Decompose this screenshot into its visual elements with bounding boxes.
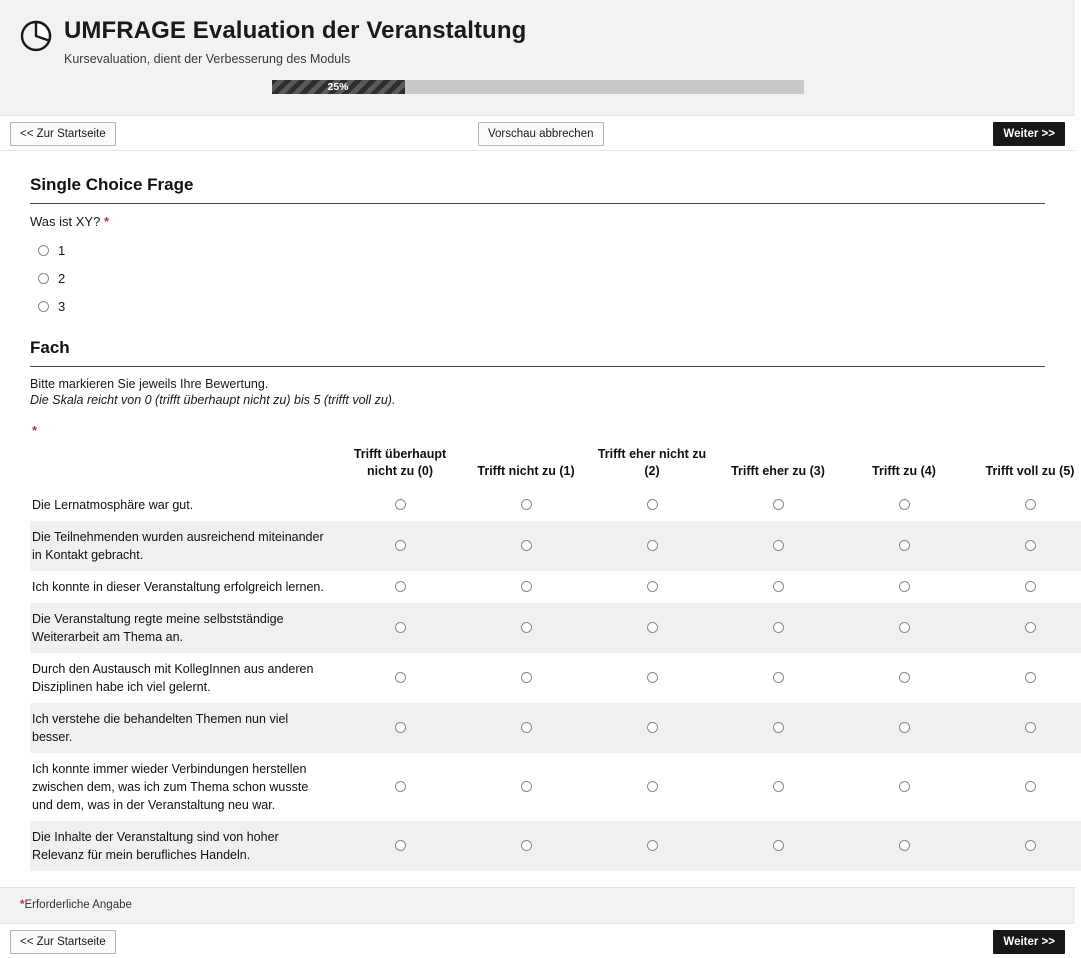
radio-icon[interactable] — [773, 840, 784, 851]
rating-matrix — [30, 446, 1081, 871]
next-button[interactable]: Weiter >> — [993, 122, 1065, 146]
radio-icon[interactable] — [395, 540, 406, 551]
question-label: Was ist XY? — [30, 214, 101, 229]
radio-icon[interactable] — [899, 781, 910, 792]
progress-bar — [272, 80, 804, 94]
option-label: 1 — [58, 243, 66, 258]
matrix-cell[interactable] — [589, 489, 715, 521]
matrix-cell[interactable] — [589, 753, 715, 821]
radio-icon[interactable] — [773, 581, 784, 592]
radio-icon[interactable] — [773, 781, 784, 792]
section-title-single-choice: Single Choice Frage — [30, 175, 194, 194]
option-label: 2 — [58, 271, 66, 286]
matrix-cell[interactable] — [463, 703, 589, 753]
radio-icon[interactable] — [521, 622, 532, 633]
back-to-start-button[interactable]: << Zur Startseite — [10, 122, 116, 146]
matrix-cell[interactable] — [715, 703, 841, 753]
radio-icon[interactable] — [395, 581, 406, 592]
table-row — [30, 603, 1081, 653]
radio-icon[interactable] — [899, 722, 910, 733]
radio-icon[interactable] — [1025, 581, 1036, 592]
spacer — [30, 871, 1045, 887]
matrix-cell[interactable] — [589, 703, 715, 753]
matrix-required-marker: * — [32, 423, 38, 438]
matrix-cell[interactable] — [841, 521, 967, 571]
cancel-preview-button[interactable]: Vorschau abbrechen — [478, 122, 604, 146]
matrix-cell[interactable] — [337, 521, 463, 571]
matrix-cell[interactable] — [841, 489, 967, 521]
matrix-cell[interactable] — [337, 603, 463, 653]
matrix-cell[interactable] — [967, 521, 1081, 571]
survey-content — [0, 175, 1075, 887]
matrix-cell[interactable] — [463, 521, 589, 571]
radio-icon[interactable] — [521, 781, 532, 792]
required-marker: * — [103, 214, 110, 229]
matrix-cell[interactable] — [463, 603, 589, 653]
matrix-cell[interactable] — [463, 753, 589, 821]
radio-icon[interactable] — [647, 722, 658, 733]
matrix-cell[interactable] — [715, 521, 841, 571]
radio-icon[interactable] — [395, 781, 406, 792]
matrix-cell[interactable] — [589, 521, 715, 571]
matrix-cell[interactable] — [589, 653, 715, 703]
radio-icon[interactable] — [395, 840, 406, 851]
divider — [30, 203, 1045, 204]
radio-icon[interactable] — [38, 273, 49, 284]
radio-icon[interactable] — [1025, 840, 1036, 851]
matrix-cell[interactable] — [715, 821, 841, 871]
divider — [30, 366, 1045, 367]
matrix-cell[interactable] — [967, 489, 1081, 521]
radio-icon[interactable] — [1025, 540, 1036, 551]
radio-icon[interactable] — [521, 499, 532, 510]
matrix-column-header: Trifft eher zu (3) — [731, 464, 825, 478]
matrix-column-header: Trifft zu (4) — [872, 464, 936, 478]
radio-icon[interactable] — [38, 245, 49, 256]
radio-icon[interactable] — [1025, 722, 1036, 733]
matrix-cell[interactable] — [337, 653, 463, 703]
matrix-cell[interactable] — [841, 821, 967, 871]
radio-icon[interactable] — [1025, 622, 1036, 633]
matrix-cell[interactable] — [337, 821, 463, 871]
radio-icon[interactable] — [647, 581, 658, 592]
title-block — [0, 14, 1075, 66]
radio-icon[interactable] — [899, 840, 910, 851]
radio-icon[interactable] — [1025, 672, 1036, 683]
matrix-cell[interactable] — [589, 821, 715, 871]
table-row — [30, 753, 1081, 821]
matrix-cell[interactable] — [589, 571, 715, 603]
table-row — [30, 703, 1081, 753]
matrix-cell[interactable] — [337, 571, 463, 603]
list-item[interactable] — [30, 243, 1045, 258]
table-row — [30, 821, 1081, 871]
radio-icon[interactable] — [521, 840, 532, 851]
radio-icon[interactable] — [773, 540, 784, 551]
matrix-cell[interactable] — [337, 489, 463, 521]
pie-chart-icon — [18, 18, 54, 54]
matrix-cell[interactable] — [967, 753, 1081, 821]
matrix-cell[interactable] — [589, 603, 715, 653]
matrix-cell[interactable] — [967, 821, 1081, 871]
matrix-row-label: Ich konnte in dieser Veranstaltung erfolgreich lernen. — [32, 580, 324, 594]
top-navbar — [0, 116, 1075, 151]
radio-icon[interactable] — [899, 499, 910, 510]
table-row — [30, 521, 1081, 571]
radio-icon[interactable] — [647, 499, 658, 510]
section-title-matrix: Fach — [30, 338, 70, 357]
matrix-cell[interactable] — [463, 489, 589, 521]
radio-icon[interactable] — [395, 722, 406, 733]
matrix-cell[interactable] — [463, 821, 589, 871]
radio-icon[interactable] — [899, 540, 910, 551]
matrix-scale-note: Die Skala reicht von 0 (trifft überhaupt nicht zu) bis 5 (trifft voll zu). — [30, 393, 396, 407]
question-text — [30, 214, 1045, 229]
matrix-column-header: Trifft überhaupt nicht zu (0) — [353, 447, 447, 478]
matrix-cell[interactable] — [841, 703, 967, 753]
radio-icon[interactable] — [647, 540, 658, 551]
page-title: UMFRAGE Evaluation der Veranstaltung — [64, 17, 527, 44]
radio-icon[interactable] — [647, 622, 658, 633]
matrix-column-header: Trifft voll zu (5) — [985, 464, 1075, 478]
next-button-bottom[interactable]: Weiter >> — [993, 930, 1065, 954]
radio-icon[interactable] — [899, 622, 910, 633]
radio-icon[interactable] — [1025, 499, 1036, 510]
radio-icon[interactable] — [1025, 781, 1036, 792]
matrix-cell[interactable] — [715, 753, 841, 821]
matrix-row-label: Durch den Austausch mit KollegInnen aus anderen Disziplinen habe ich viel gelernt. — [32, 662, 314, 694]
matrix-cell[interactable] — [841, 603, 967, 653]
matrix-cell[interactable] — [841, 653, 967, 703]
list-item[interactable] — [30, 271, 1045, 286]
table-row — [30, 653, 1081, 703]
radio-icon[interactable] — [773, 499, 784, 510]
table-row — [30, 489, 1081, 521]
matrix-row-label: Die Lernatmosphäre war gut. — [32, 498, 194, 512]
matrix-cell[interactable] — [841, 571, 967, 603]
table-row — [30, 571, 1081, 603]
radio-icon[interactable] — [38, 301, 49, 312]
progress-label: 25% — [327, 81, 349, 93]
radio-icon[interactable] — [899, 581, 910, 592]
matrix-corner-cell — [30, 446, 337, 489]
page-subtitle: Kursevaluation, dient der Verbesserung des Moduls — [64, 52, 351, 66]
matrix-column-header: Trifft eher nicht zu (2) — [597, 447, 707, 478]
matrix-column-header: Trifft nicht zu (1) — [477, 464, 575, 478]
matrix-row-label: Die Teilnehmenden wurden ausreichend miteinander in Kontakt gebracht. — [32, 530, 324, 562]
radio-icon[interactable] — [773, 622, 784, 633]
matrix-cell[interactable] — [337, 753, 463, 821]
list-item[interactable] — [30, 299, 1045, 314]
required-marker: * — [20, 899, 25, 911]
matrix-cell[interactable] — [715, 603, 841, 653]
matrix-cell[interactable] — [337, 703, 463, 753]
radio-icon[interactable] — [647, 781, 658, 792]
matrix-cell[interactable] — [715, 653, 841, 703]
matrix-cell[interactable] — [967, 571, 1081, 603]
radio-icon[interactable] — [773, 722, 784, 733]
radio-icon[interactable] — [773, 672, 784, 683]
radio-icon[interactable] — [647, 840, 658, 851]
matrix-cell[interactable] — [463, 653, 589, 703]
radio-icon[interactable] — [395, 672, 406, 683]
matrix-cell[interactable] — [841, 753, 967, 821]
matrix-cell[interactable] — [715, 571, 841, 603]
radio-icon[interactable] — [521, 672, 532, 683]
required-note — [0, 887, 1075, 923]
back-to-start-button-bottom[interactable]: << Zur Startseite — [10, 930, 116, 954]
radio-icon[interactable] — [395, 499, 406, 510]
radio-icon[interactable] — [521, 540, 532, 551]
matrix-cell[interactable] — [463, 571, 589, 603]
matrix-row-label: Die Inhalte der Veranstaltung sind von hoher Relevanz für mein berufliches Handeln. — [32, 830, 279, 862]
matrix-row-label: Ich verstehe die behandelten Themen nun viel besser. — [32, 712, 289, 744]
matrix-cell[interactable] — [715, 489, 841, 521]
radio-icon[interactable] — [647, 672, 658, 683]
matrix-cell[interactable] — [967, 653, 1081, 703]
radio-icon[interactable] — [395, 622, 406, 633]
matrix-header-row — [30, 446, 1081, 489]
matrix-cell[interactable] — [967, 603, 1081, 653]
survey-header — [0, 0, 1075, 116]
radio-icon[interactable] — [521, 722, 532, 733]
matrix-row-label: Die Veranstaltung regte meine selbstständige Weiterarbeit am Thema an. — [32, 612, 284, 644]
matrix-row-label: Ich konnte immer wieder Verbindungen herstellen zwischen dem, was ich zum Thema schon wusste und dem, was in der Veranstaltung neu war. — [32, 762, 309, 812]
option-label: 3 — [58, 299, 66, 314]
matrix-cell[interactable] — [967, 703, 1081, 753]
radio-icon[interactable] — [899, 672, 910, 683]
matrix-instruction: Bitte markieren Sie jeweils Ihre Bewertung. — [30, 377, 269, 391]
bottom-navbar — [0, 923, 1075, 958]
radio-icon[interactable] — [521, 581, 532, 592]
required-note-text: Erforderliche Angabe — [24, 899, 132, 911]
